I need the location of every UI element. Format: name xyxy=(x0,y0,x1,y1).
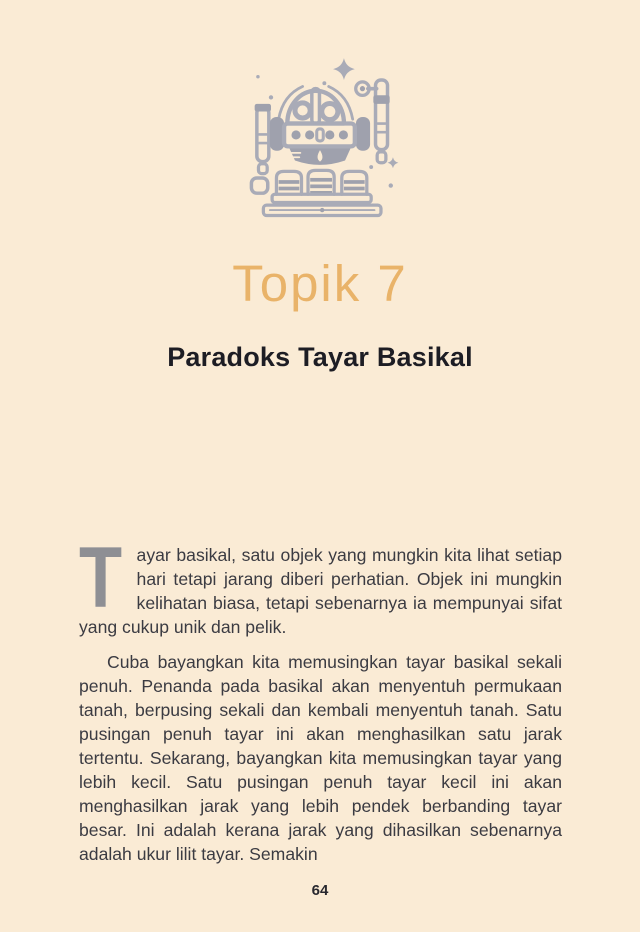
page-number: 64 xyxy=(311,882,329,899)
body-text xyxy=(79,530,562,866)
robot-body xyxy=(251,170,381,215)
topic-label: Topik 7 xyxy=(232,254,408,312)
paragraph-2: Cuba bayangkan kita memusingkan tayar basikal sekali penuh. Penanda pada basikal akan menyentuh permukaan tanah, berpusing sekali dan kembali menyentuh tanah. Satu pusingan penuh tayar ini akan menghasilkan satu jarak tertentu. Sekarang, bayangkan kita memusingkan tayar yang lebih kecil. Satu pusingan penuh tayar kecil ini akan menghasilkan jarak yang lebih pendek berbanding tayar besar. Ini adalah kerana jarak yang dihasilkan sebenarnya adalah ukur lilit tayar. Semakin xyxy=(79,652,562,864)
robot-icon xyxy=(222,56,418,222)
robot-mouth-dots xyxy=(291,130,348,139)
robot-illustration xyxy=(222,56,418,222)
paragraph-1 xyxy=(79,530,562,639)
robot-left-arm xyxy=(255,104,271,174)
chapter-title: Paradoks Tayar Basikal xyxy=(167,341,473,372)
dropcap-letter: T xyxy=(79,530,119,626)
robot-head xyxy=(270,86,370,164)
paragraph-1-text: ayar basikal, satu objek yang mungkin kita lihat setiap hari tetapi jarang diberi perhatian. Objek ini mungkin kelihatan biasa, tetapi sebenarnya ia mempunyai sifat yang cukup unik dan pelik. xyxy=(79,545,562,637)
